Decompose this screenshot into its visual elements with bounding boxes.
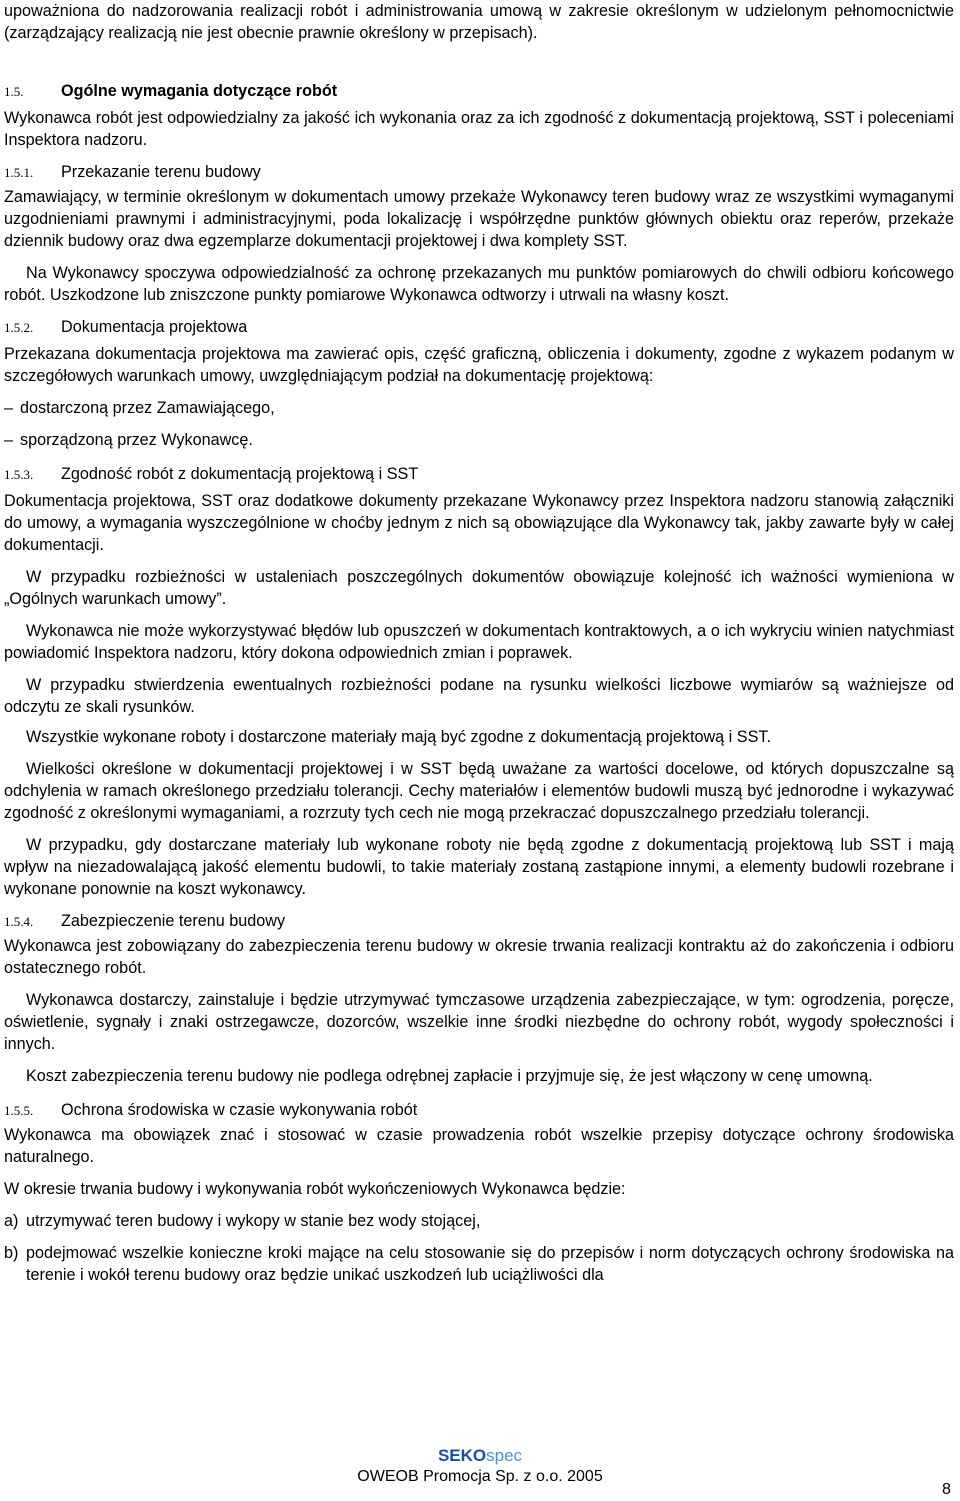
logo-text-primary: SEKO: [437, 1446, 487, 1465]
paragraph: Wszystkie wykonane roboty i dostarczone materiały mają być zgodne z dokumentacją projektową i SST.: [26, 728, 771, 746]
list-item-text: dostarczoną przez Zamawiającego,: [20, 399, 275, 417]
page-footer: [0, 1446, 960, 1488]
sekospec-logo: [0, 1446, 960, 1466]
section-title: Dokumentacja projektowa: [61, 318, 248, 336]
list-item-text: sporządzoną przez Wykonawcę.: [20, 431, 253, 449]
section-number: 1.5.: [4, 84, 24, 99]
paragraph: Dokumentacja projektowa, SST oraz dodatkowe dokumenty przekazane Wykonawcy przez Inspektora nadzoru stanowią załączniki do umowy, a wymagania wyszczególnione w choćby jednym z nich są obowiązujące dla Wykonawcy tak, jakby zawarte były w całej dokumentacji.: [4, 492, 954, 554]
section-1-5-1-heading: [4, 161, 954, 184]
section-number: 1.5.5.: [4, 1103, 34, 1118]
paragraph: Wykonawca jest zobowiązany do zabezpieczenia terenu budowy w okresie trwania realizacji kontraktu aż do zakończenia i odbioru ostatecznego robót.: [4, 937, 954, 977]
section-1-5-2-heading: [4, 316, 954, 339]
paragraph: W okresie trwania budowy i wykonywania robót wykończeniowych Wykonawca będzie:: [4, 1180, 626, 1198]
section-title: Ogólne wymagania dotyczące robót: [61, 82, 338, 100]
list-item: [4, 397, 954, 419]
section-number: 1.5.4.: [4, 914, 34, 929]
paragraph: Wykonawca dostarczy, zainstaluje i będzie utrzymywać tymczasowe urządzenia zabezpieczające, w tym: ogrodzenia, poręcze, oświetlenie, sygnały i znaki ostrzegawcze, dozorców, wszelkie inne środki niezbędne do ochrony robót, wygody społeczności i innych.: [4, 991, 954, 1053]
paragraph: Koszt zabezpieczenia terenu budowy nie podlega odrębnej zapłacie i przyjmuje się, że jest włączony w cenę umowną.: [26, 1067, 873, 1085]
paragraph: Wykonawca nie może wykorzystywać błędów lub opuszczeń w dokumentach kontraktowych, a o ich wykryciu winien natychmiast powiadomić Inspektora nadzoru, który dokona odpowiednich zmian i poprawek.: [4, 622, 954, 662]
paragraph: Na Wykonawcy spoczywa odpowiedzialność za ochronę przekazanych mu punktów pomiarowych do chwili odbioru końcowego robót. Uszkodzone lub zniszczone punkty pomiarowe Wykonawca odtworzy i utrwali na własny koszt.: [4, 264, 954, 304]
list-item: [4, 429, 954, 451]
list-marker: a): [4, 1212, 19, 1230]
section-1-5-heading: [4, 80, 954, 103]
paragraph: W przypadku, gdy dostarczane materiały lub wykonane roboty nie będą zgodne z dokumentacją projektową lub SST i mają wpływ na niezadowalającą jakość elementu budowli, to takie materiały zostaną zastąpione innymi, a elementy budowli rozebrane i wykonane ponownie na koszt wykonawcy.: [4, 836, 954, 898]
section-number: 1.5.3.: [4, 467, 34, 482]
section-1-5-4-heading: [4, 910, 954, 933]
page-number: 8: [942, 1481, 951, 1498]
list-marker: b): [4, 1244, 19, 1262]
list-item: [4, 1210, 954, 1232]
section-number: 1.5.2.: [4, 320, 34, 335]
paragraph: W przypadku stwierdzenia ewentualnych rozbieżności podane na rysunku wielkości liczbowe wymiarów są ważniejsze od odczytu ze skali rysunków.: [4, 676, 954, 716]
paragraph: Przekazana dokumentacja projektowa ma zawierać opis, część graficzną, obliczenia i dokumenty, zgodne z wykazem podanym w szczegółowych warunkach umowy, uwzględniającym podział na dokumentację projektową:: [4, 345, 954, 385]
paragraph: Wykonawca ma obowiązek znać i stosować w czasie prowadzenia robót wszelkie przepisy dotyczące ochrony środowiska naturalnego.: [4, 1126, 954, 1166]
paragraph: Zamawiający, w terminie określonym w dokumentach umowy przekaże Wykonawcy teren budowy wraz ze wszystkimi wymaganymi uzgodnieniami prawnymi i administracyjnymi, poda lokalizację i współrzędne punktów głównych obiektu oraz reperów, przekaże dziennik budowy oraz dwa egzemplarze dokumentacji projektowej i dwa komplety SST.: [4, 188, 954, 250]
intro-paragraph: upoważniona do nadzorowania realizacji robót i administrowania umową w zakresie określonym w udzielonym pełnomocnictwie (zarządzający realizacją nie jest obecnie prawnie określony w przepisach).: [4, 2, 954, 42]
paragraph: W przypadku rozbieżności w ustaleniach poszczególnych dokumentów obowiązuje kolejność ich ważności wymieniona w „Ogólnych warunkach umowy”.: [4, 568, 954, 608]
list-item-text: podejmować wszelkie konieczne kroki mające na celu stosowanie się do przepisów i norm dotyczących ochrony środowiska na terenie i wokół terenu budowy oraz będzie unikać uszkodzeń lub uciążliwości dla: [26, 1244, 954, 1284]
paragraph: Wielkości określone w dokumentacji projektowej i w SST będą uważane za wartości docelowe, od których dopuszczalne są odchylenia w ramach określonego przedziału tolerancji. Cechy materiałów i elementów budowli muszą być jednorodne i wykazywać zgodność z określonymi wymaganiami, a rozrzuty tych cech nie mogą przekraczać dopuszczalnego przedziału tolerancji.: [4, 760, 954, 822]
paragraph: Wykonawca robót jest odpowiedzialny za jakość ich wykonania oraz za ich zgodność z dokumentacją projektową, SST i poleceniami Inspektora nadzoru.: [4, 109, 954, 149]
footer-company-line: OWEOB Promocja Sp. z o.o. 2005: [357, 1468, 603, 1485]
dash-marker: –: [4, 399, 14, 417]
section-title: Zgodność robót z dokumentacją projektową i SST: [61, 465, 419, 483]
list-item: [4, 1242, 954, 1286]
section-title: Ochrona środowiska w czasie wykonywania robót: [61, 1101, 418, 1119]
dash-marker: –: [4, 431, 14, 449]
section-number: 1.5.1.: [4, 165, 34, 180]
document-page: [4, 0, 954, 1286]
section-title: Przekazanie terenu budowy: [61, 163, 261, 181]
section-title: Zabezpieczenie terenu budowy: [61, 912, 286, 930]
section-1-5-3-heading: [4, 463, 954, 486]
list-item-text: utrzymywać teren budowy i wykopy w stanie bez wody stojącej,: [26, 1212, 481, 1230]
logo-text-secondary: spec: [486, 1446, 523, 1465]
section-1-5-5-heading: [4, 1099, 954, 1122]
